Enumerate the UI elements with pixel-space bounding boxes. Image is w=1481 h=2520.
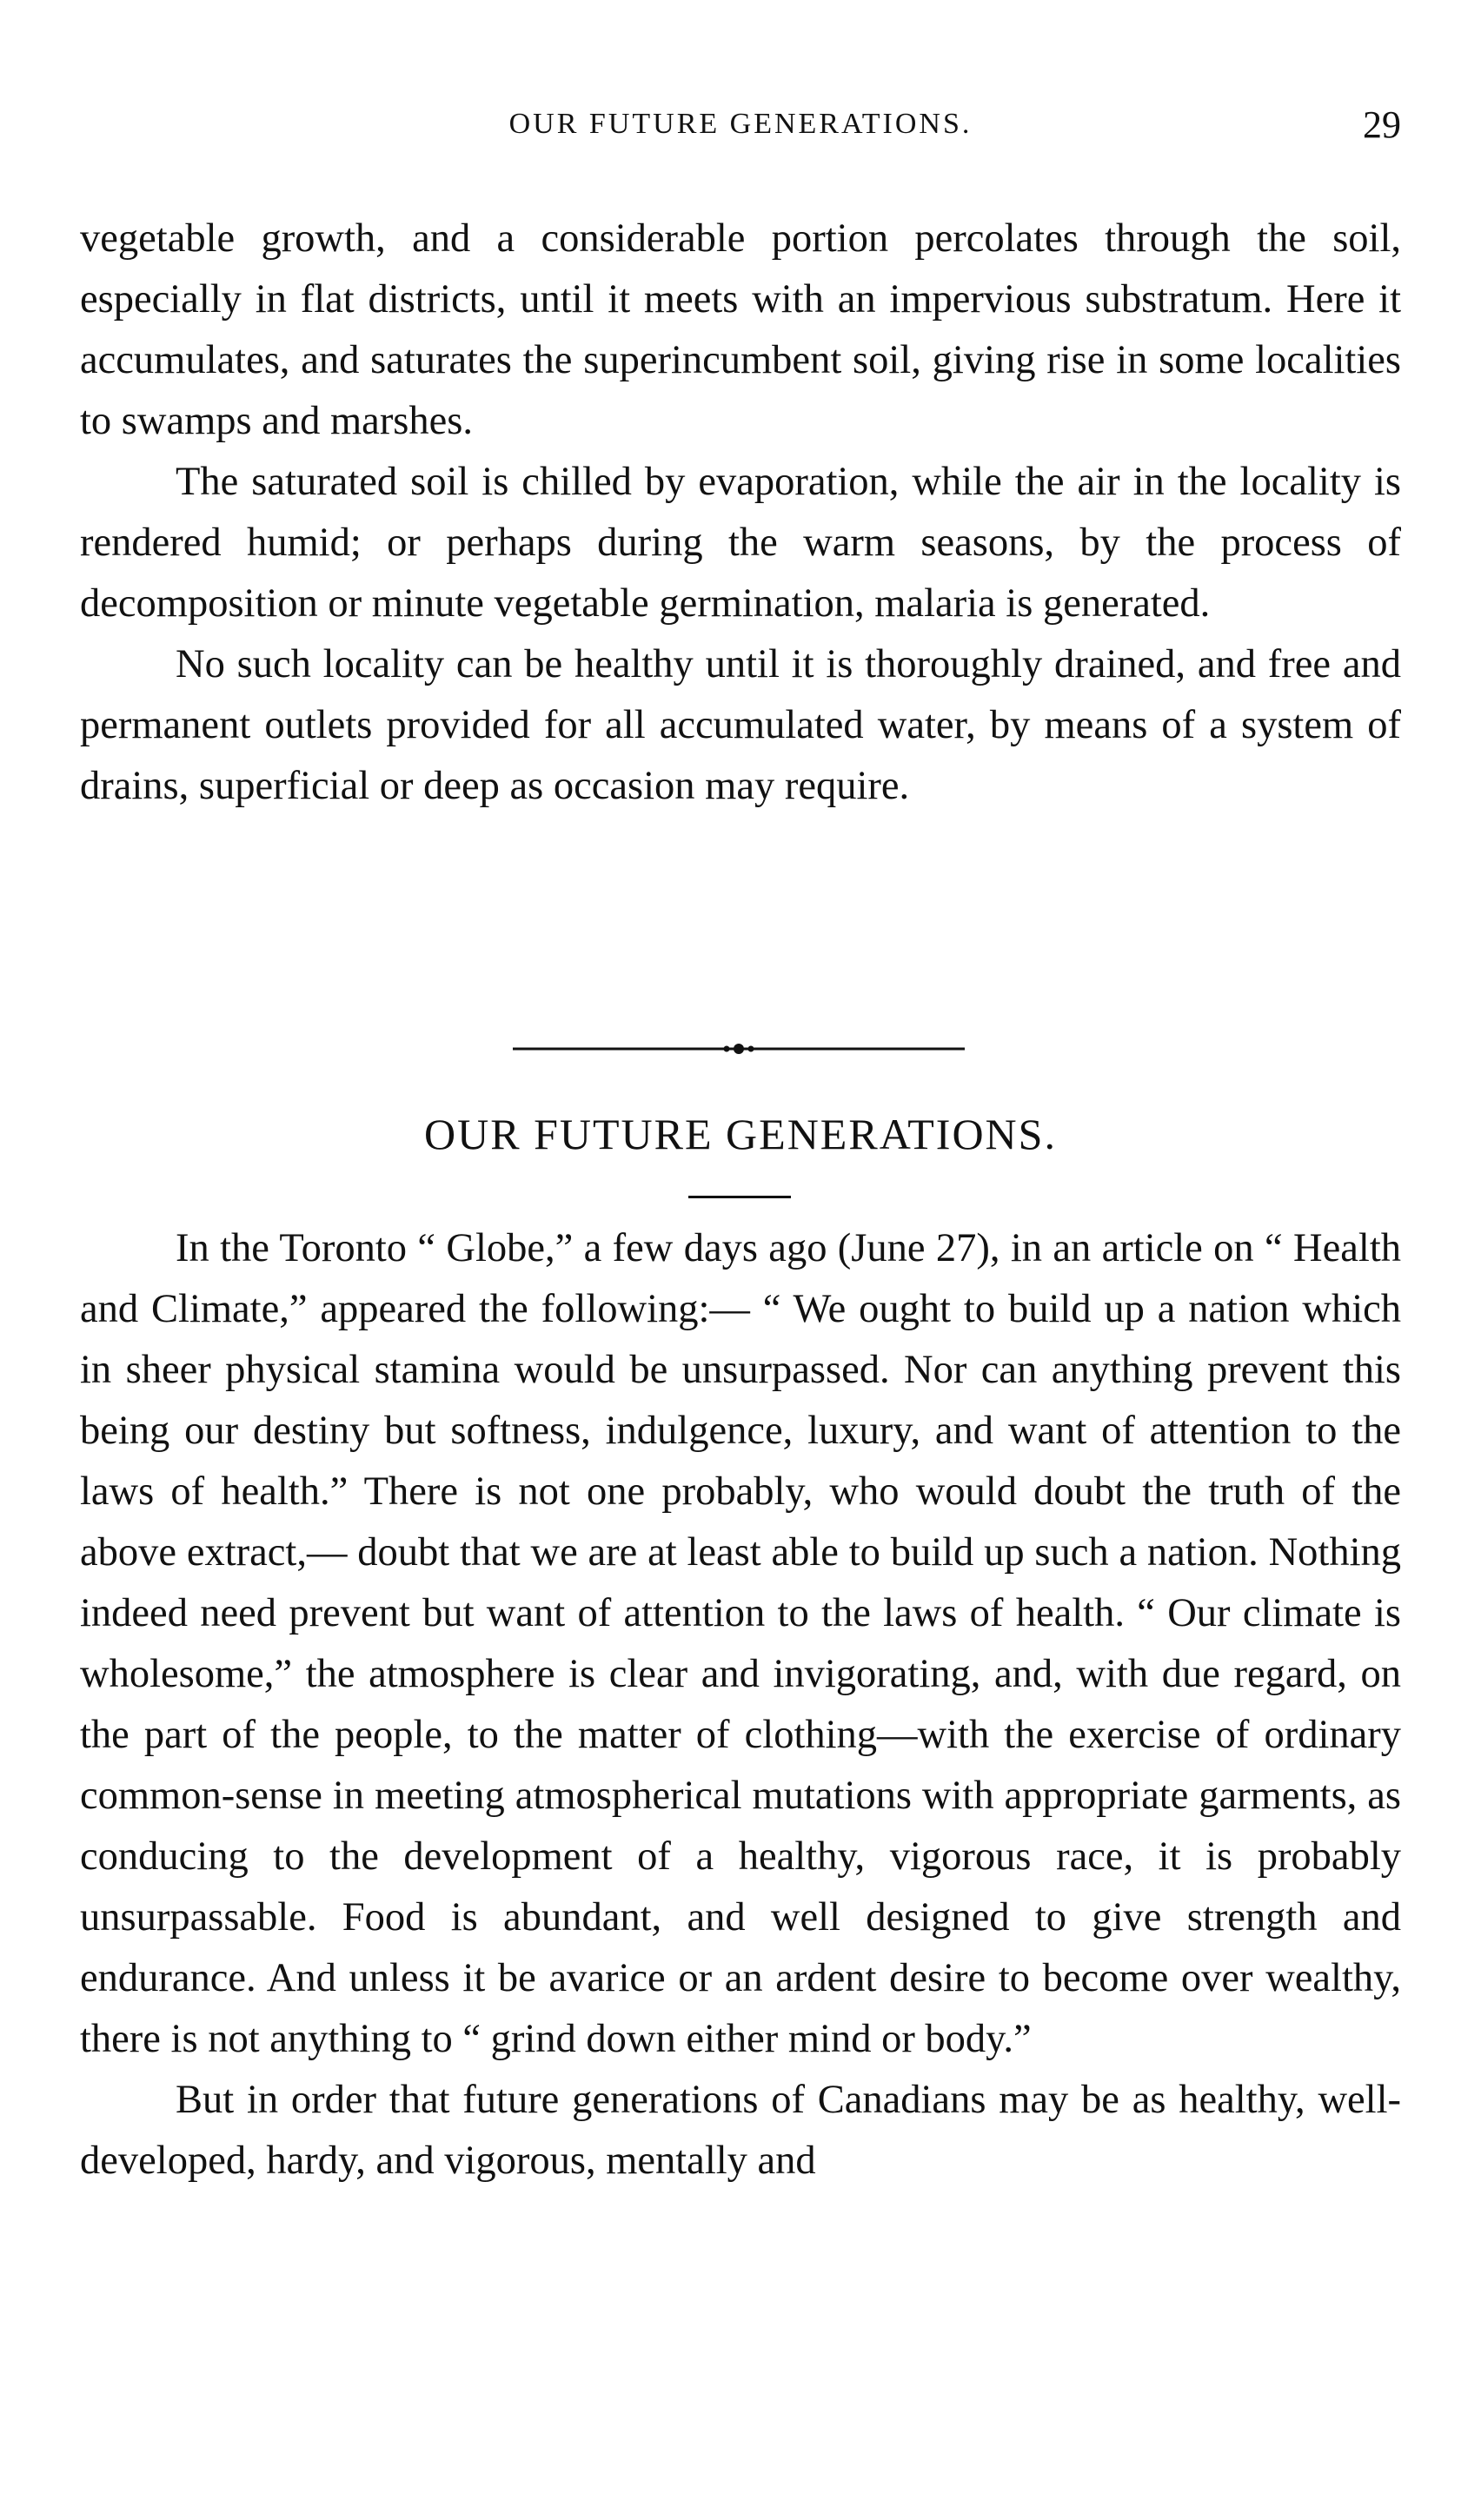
title-rule	[688, 1196, 791, 1198]
paragraph: In the Toronto “ Globe,” a few days ago (June 27), in an article on “ Health and Climate,” appeared the following:— “ We ought to build up a nation which in sheer physical stamina would be unsurpassed. Nor can anything prevent this being our destiny but softness, indulgence, luxury, and want of attention to the laws of health.” There is not one probably, who would doubt the truth of the above extract,— doubt that we are at least able to build up such a nation. Nothing indeed need prevent but want of attention to the laws of health. “ Our climate is wholesome,” the atmosphere is clear and invigorating, and, with due regard, on the part of the people, to the matter of clothing—with the exercise of ordinary common-sense in meeting atmospherical mutations with appropriate garments, as conducing to the development of a healthy, vigorous race, it is probably unsurpassable. Food is abundant, and well designed to give strength and endurance. And unless it be avarice or an ardent desire to become over wealthy, there is not anything to “ grind down either mind or body.”	[80, 1226, 1401, 2061]
article-body	[80, 1218, 1401, 2192]
paragraph: The saturated soil is chilled by evaporation, while the air in the locality is rendered humid; or perhaps during the warm seasons, by the process of decomposition or minute vegetable germination, malaria is generated.	[80, 460, 1401, 626]
paragraph: No such locality can be healthy until it is thoroughly drained, and free and permanent outlets provided for all accumulated water, by means of a system of drains, superficial or deep as occasion may require.	[80, 642, 1401, 808]
running-title: OUR FUTURE GENERATIONS.	[508, 108, 973, 140]
section-divider-ornament	[513, 1040, 965, 1058]
running-head	[80, 103, 1401, 155]
page-number: 29	[1363, 103, 1401, 146]
article-title: OUR FUTURE GENERATIONS.	[424, 1110, 1057, 1158]
paragraph: vegetable growth, and a considerable portion percolates through the soil, especially in flat districts, until it meets with an impervious substratum. Here it accumulates, and saturates the superincumbent soil, giving rise in some localities to swamps and marshes.	[80, 216, 1401, 443]
continuation-text	[80, 209, 1401, 817]
paragraph: But in order that future generations of Canadians may be as healthy, well-developed, hardy, and vigorous, mentally and	[80, 2078, 1401, 2183]
